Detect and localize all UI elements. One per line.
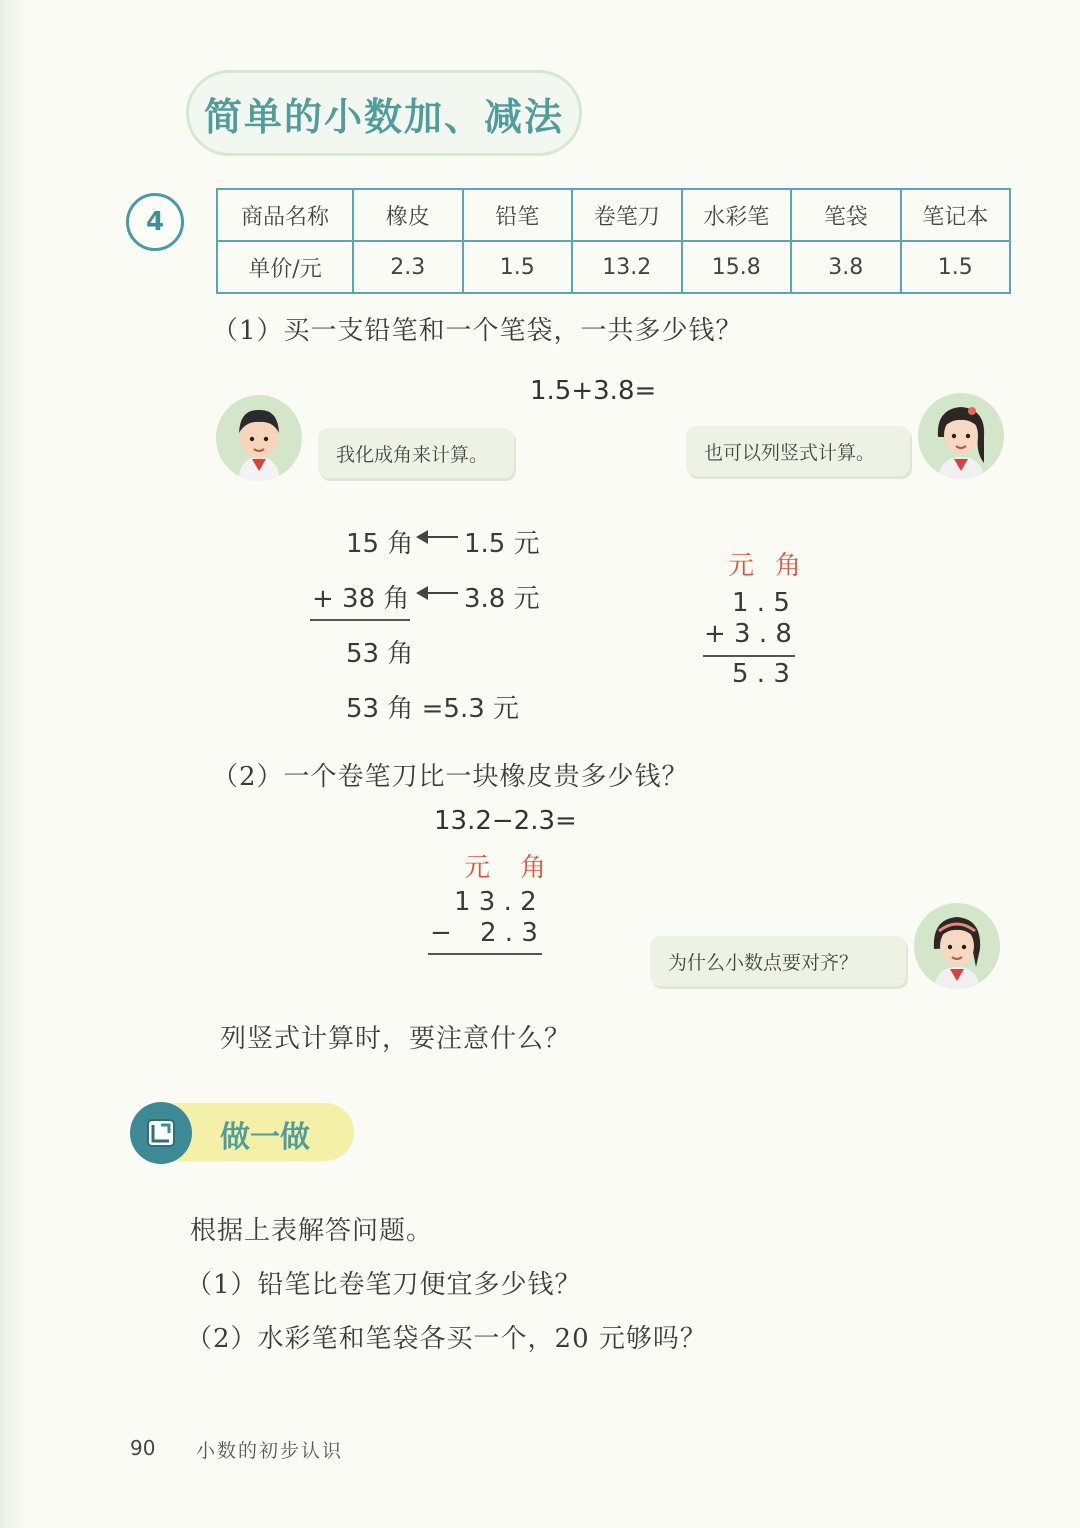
item-name-cell: 水彩笔 [682,189,792,241]
unit-jiao-label: 角 [520,853,547,883]
vertical-result: 5 . 3 [732,659,790,689]
do-it-question-1: （1）铅笔比卷笔刀便宜多少钱？ [186,1270,582,1300]
arrow-head-icon [416,586,428,600]
equation-2: 13.2−2.3= [434,806,577,836]
girl-illustration [918,393,1004,479]
table-row [217,241,1010,293]
page-title: 简单的小数加、减法 [203,93,564,139]
unit-jiao-label: 角 [775,551,802,581]
vertical-rule [703,655,795,657]
item-price-cell: 2.3 [353,241,463,293]
question-2: （2）一个卷笔刀比一块橡皮贵多少钱？ [212,762,689,792]
item-name-cell: 笔袋 [791,189,901,241]
girl-speech-bubble: 也可以列竖式计算。 [686,426,910,476]
do-it-intro: 根据上表解答问题。 [190,1216,434,1246]
do-it-icon [130,1102,192,1164]
item-name-cell: 铅笔 [463,189,573,241]
table-header-cell: 单价/元 [217,241,353,293]
boy-avatar [216,395,302,481]
item-price-cell: 15.8 [682,241,792,293]
vertical-row-2: 2 . 3 [480,918,538,948]
pencil-square-icon [141,1113,181,1153]
vertical-row-1: 1 3 . 2 [454,887,537,917]
question-1: （1）买一支铅笔和一个笔袋，一共多少钱？ [212,316,743,346]
table-header-cell: 商品名称 [217,189,353,241]
vertical-row-2: + 3 . 8 [704,619,792,649]
item-name-cell: 橡皮 [353,189,463,241]
girl-avatar [918,393,1004,479]
boy-illustration [216,395,302,481]
girl-speech-bubble: 为什么小数点要对齐？ [650,936,906,986]
jiao-sum: 53 角 [346,639,414,669]
sum-rule [310,619,410,621]
item-name-cell: 卷笔刀 [572,189,682,241]
vertical-row-1: 1 . 5 [732,588,790,618]
price-table [216,188,1011,294]
item-price-cell: 1.5 [463,241,573,293]
girl-illustration [914,903,1000,989]
jiao-line-2-right: 3.8 元 [464,584,540,614]
do-it-label: 做一做 [220,1120,310,1155]
unit-yuan-label: 元 [464,853,491,883]
example-number-badge: 4 [126,193,184,251]
girl-avatar [914,903,1000,989]
page-number: 90 [130,1436,156,1460]
unit-yuan-label: 元 [728,551,755,581]
arrow-head-icon [416,530,428,544]
table-row [217,189,1010,241]
title-banner [186,70,582,156]
jiao-line-2-left: + 38 角 [312,584,410,614]
item-price-cell: 13.2 [572,241,682,293]
jiao-line-1-left: 15 角 [346,529,414,559]
item-price-cell: 3.8 [791,241,901,293]
boy-speech-bubble: 我化成角来计算。 [318,428,514,478]
chapter-title: 小数的初步认识 [196,1440,344,1462]
note-text: 列竖式计算时，要注意什么？ [220,1024,572,1054]
vertical-operator: − [430,918,452,948]
jiao-conversion: 53 角 =5.3 元 [346,694,520,724]
jiao-line-1-right: 1.5 元 [464,529,540,559]
do-it-question-2: （2）水彩笔和笔袋各买一个，20 元够吗？ [186,1324,707,1354]
item-price-cell: 1.5 [901,241,1011,293]
vertical-rule [428,953,542,955]
equation-1: 1.5+3.8= [530,376,657,406]
item-name-cell: 笔记本 [901,189,1011,241]
page-binding [0,0,22,1528]
